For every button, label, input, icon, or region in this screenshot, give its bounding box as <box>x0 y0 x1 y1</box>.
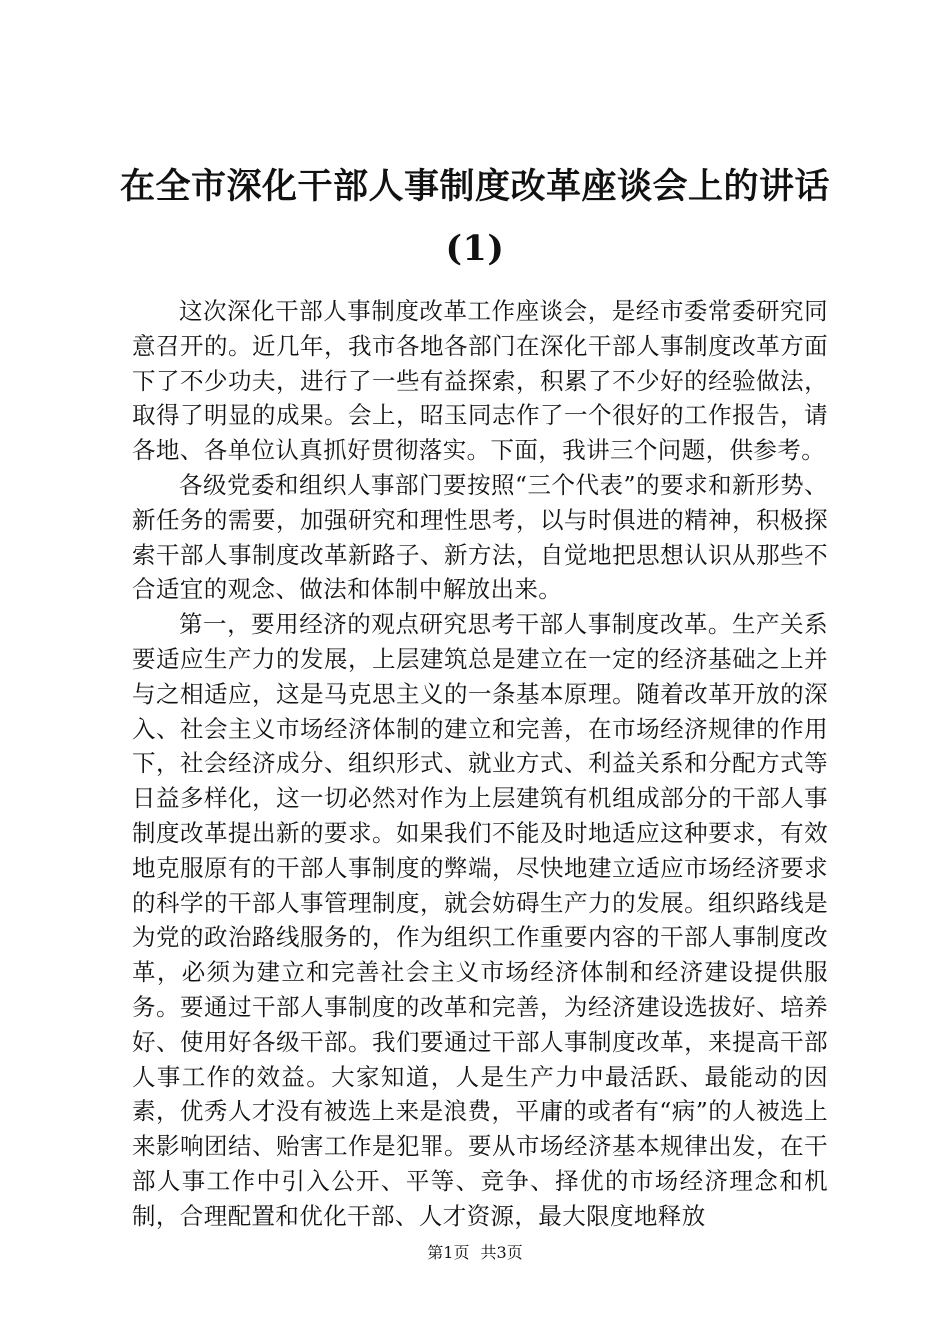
paragraph: 这次深化干部人事制度改革工作座谈会，是经市委常委研究同意召开的。近几年，我市各地各部门在深化干部人事制度改革方面下了不少功夫，进行了一些有益探索，积累了不少好的经验做法，取得了明显的成果。会上，昭玉同志作了一个很好的工作报告，请各地、各单位认真抓好贯彻落实。下面，我讲三个问题，供参考。 <box>132 297 828 465</box>
paragraph: 第一，要用经济的观点研究思考干部人事制度改革。生产关系要适应生产力的发展，上层建筑总是建立在一定的经济基础之上并与之相适应，这是马克思主义的一条基本原理。随着改革开放的深入、社会主义市场经济体制的建立和完善，在市场经济规律的作用下，社会经济成分、组织形式、就业方式、利益关系和分配方式等日益多样化，这一切必然对作为上层建筑有机组成部分的干部人事制度改革提出新的要求。如果我们不能及时地适应这种要求，有效地克服原有的干部人事制度的弊端，尽快地建立适应市场经济要求的科学的干部人事管理制度，就会妨碍生产力的发展。组织路线是为党的政治路线服务的，作为组织工作重要内容的干部人事制度改革，必须为建立和完善社会主义市场经济体制和经济建设提供服务。要通过干部人事制度的改革和完善，为经济建设选拔好、培养好、使用好各级干部。我们要通过干部人事制度改革，来提高干部人事工作的效益。大家知道，人是生产力中最活跃、最能动的因素，优秀人才没有被选上来是浪费，平庸的或者有“病”的人被选上来影响团结、贻害工作是犯罪。要从市场经济基本规律出发，在干部人事工作中引入公开、平等、竞争、择优的市场经济理念和机制，合理配置和优化干部、人才资源，最大限度地释放 <box>132 610 828 1230</box>
page-number: 第1页 <box>427 1243 470 1262</box>
page-title <box>110 156 840 280</box>
paragraph: 各级党委和组织人事部门要按照“三个代表”的要求和新形势、新任务的需要，加强研究和理性思考，以与时俱进的精神，积极探索干部人事制度改革新路子、新方法，自觉地把思想认识从那些不合适宜的观念、做法和体制中解放出来。 <box>132 470 828 604</box>
document-body <box>132 294 828 1234</box>
page-footer <box>0 1242 950 1264</box>
title-line-2: (1) <box>445 228 505 269</box>
page-total: 共3页 <box>480 1243 523 1262</box>
title-line-1: 在全市深化干部人事制度改革座谈会上的讲话 <box>119 166 830 207</box>
